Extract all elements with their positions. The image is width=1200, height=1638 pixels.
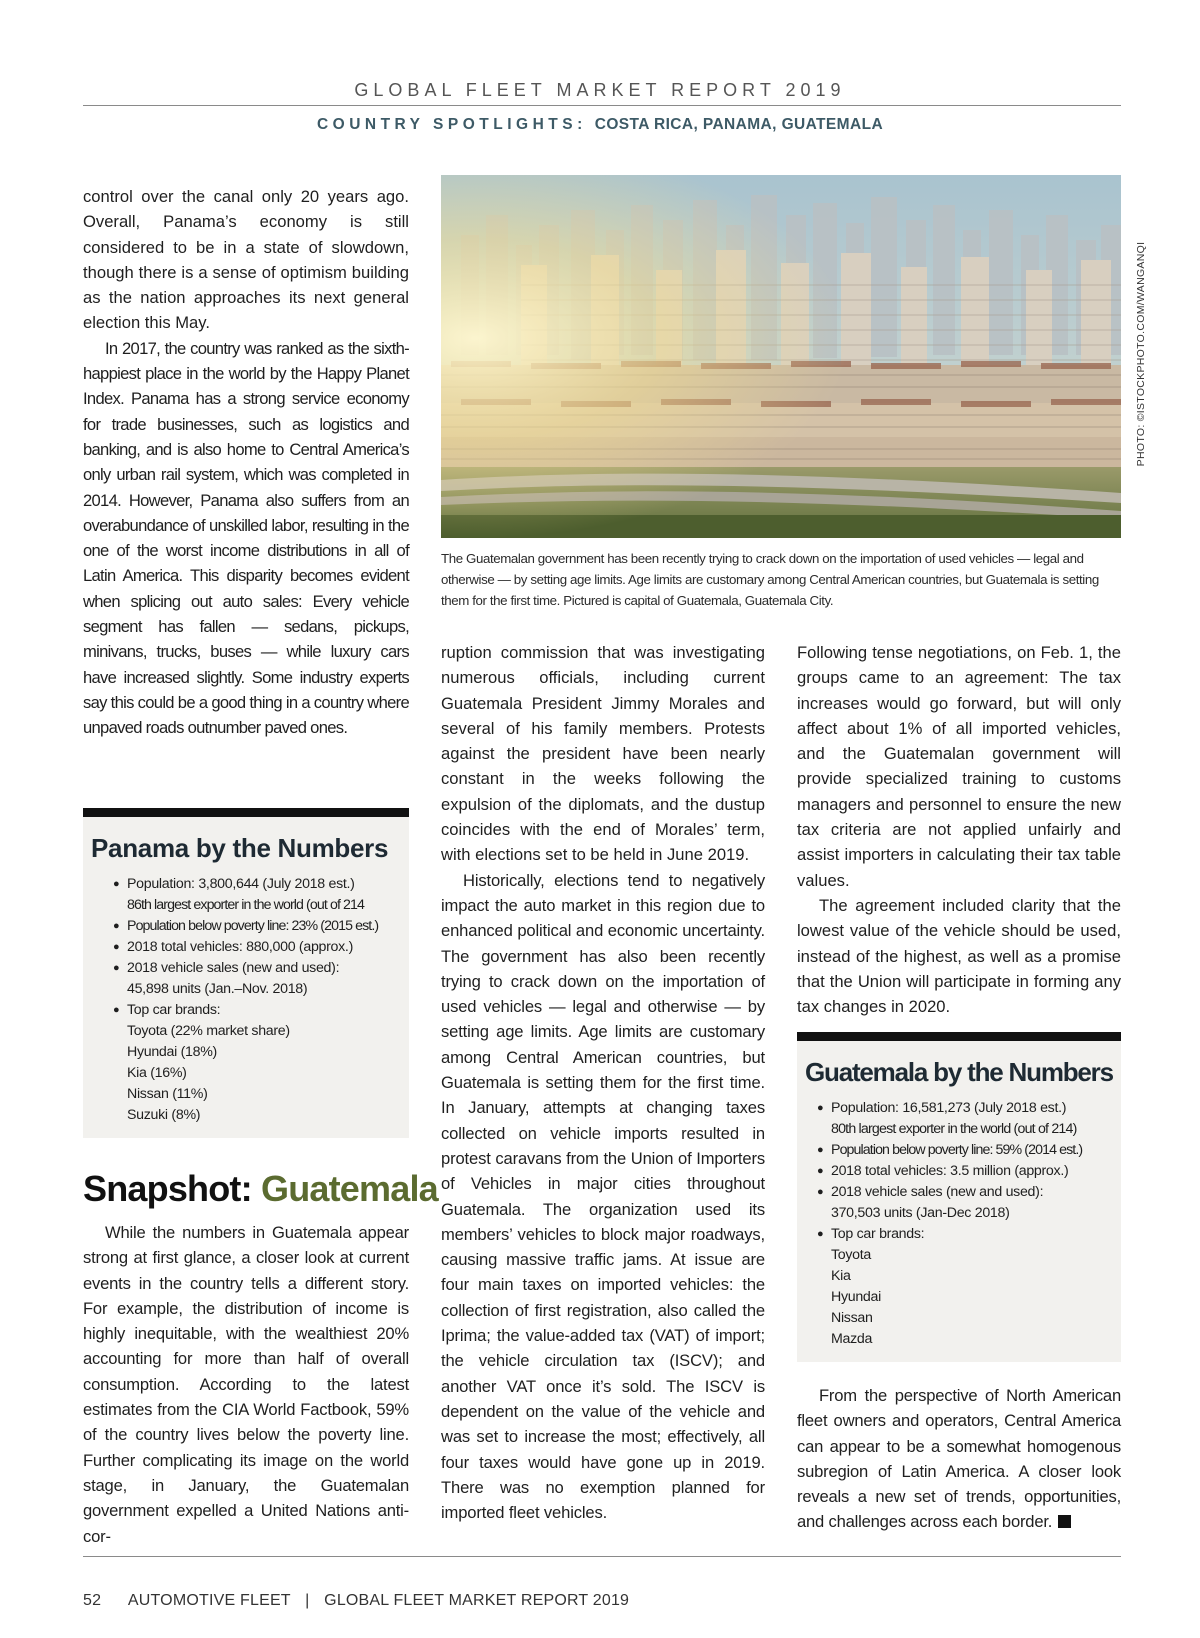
paragraph: In 2017, the country was ranked as the sixth-happiest place in the world by the Happy Planet Index. Panama has a strong service economy for trade businesses, such as logistics and banking, and is also home to Central America’s only urban rail system, which was completed in 2014. However, Panama also suffers from an overabundance of unskilled labor, resulting in the one of the worst income distributions in all of Latin America. This disparity becomes evident when splicing out auto sales: Every vehicle segment has fallen — sedans, pickups, minivans, trucks, buses — while luxury cars have increased slightly. Some industry experts say this could be a good thing in a country where unpaved roads outnumber paved ones. (83, 338, 409, 738)
section-subheader (0, 116, 1200, 134)
header-divider (83, 105, 1121, 106)
brand-item: Suzuki (8%) (127, 1107, 201, 1123)
running-header-title: GLOBAL FLEET MARKET REPORT 2019 (354, 80, 846, 100)
column-1-body (83, 184, 409, 741)
brand-item: Hyundai (18%) (127, 1044, 217, 1060)
spotlight-countries: COSTA RICA, PANAMA, GUATEMALA (594, 116, 884, 133)
footer-separator: | (305, 1592, 310, 1609)
brand-item: Nissan (11%) (127, 1086, 208, 1102)
brand-item: Kia (831, 1268, 851, 1284)
brand-item: Nissan (831, 1310, 873, 1326)
closing-paragraph (797, 1383, 1121, 1535)
stat-sales-value: 370,503 units (Jan-Dec 2018) (831, 1205, 1010, 1221)
brand-item: Mazda (831, 1331, 873, 1347)
column-2-body (441, 640, 765, 1525)
paragraph: Following tense negotiations, on Feb. 1, the groups came to an agreement: The tax increases would go forward, but will only affect about 1% of all imported vehicles, and the Guatemalan government will provide specialized training to customs managers and personnel to ensure the new tax criteria are not applied unfairly and assist importers in calculating their tax table values. (797, 643, 1121, 890)
photo-credit-text: PHOTO: ©ISTOCKPHOTO.COM/WANGANQI (1135, 241, 1147, 467)
stats-list (83, 864, 409, 1126)
stat-poverty: ● Population below poverty line: 23% (2015 est.) (127, 916, 409, 937)
box-title: Guatemala by the Numbers (805, 1057, 1113, 1087)
stat-brands-label: ● Top car brands: (831, 1224, 1121, 1245)
stat-population: ● Population: 16,581,273 (July 2018 est.) (831, 1098, 1121, 1119)
snapshot-body (83, 1220, 409, 1549)
footer-divider (83, 1556, 1121, 1557)
brand-item: Kia (16%) (127, 1065, 187, 1081)
snapshot-country: Guatemala (261, 1168, 438, 1209)
column-3-body (797, 640, 1121, 1019)
stat-sales-label: ● 2018 vehicle sales (new and used): (127, 958, 409, 979)
guatemala-numbers-box (797, 1032, 1121, 1362)
page-footer (83, 1592, 629, 1610)
stat-exporter-rank: 86th largest exporter in the world (out of 214 (127, 897, 364, 913)
stat-total-vehicles: ● 2018 total vehicles: 880,000 (approx.) (127, 937, 409, 958)
paragraph: While the numbers in Guatemala appear strong at first glance, a closer look at current events in the country tells a different story. For example, the distribution of income is highly inequitable, with the wealthiest 20% accounting for more than half of overall consumption. According to the latest estimates from the CIA World Factbook, 59% of the country lives below the poverty line. Further complicating its image on the world stage, in January, the Guatemalan government expelled a United Nations anti-cor- (83, 1223, 409, 1546)
publication-name: AUTOMOTIVE FLEET (127, 1592, 291, 1609)
stat-sales-label: ● 2018 vehicle sales (new and used): (831, 1182, 1121, 1203)
photo-caption: The Guatemalan government has been recently trying to crack down on the importation of used vehicles — legal and otherwise — by setting age limits. Age limits are customary among Central American countries, but Guatemala is setting them for the first time. Pictured is capital of Guatemala, Guatemala City. (441, 551, 1099, 608)
box-top-bar (797, 1032, 1121, 1041)
stat-poverty: ● Population below poverty line: 59% (2014 est.) (831, 1140, 1121, 1161)
paragraph: Historically, elections tend to negatively impact the auto market in this region due to enhanced political and economic uncertainty. The government has also been recently trying to crack down on the importation of used vehicles — legal and otherwise — by setting age limits. Age limits are customary among Central American countries, but Guatemala is setting them for the first time. In January, attempts at changing taxes collected on vehicle imports resulted in protest caravans from the Union of Importers of Vehicles in major cities throughout Guatemala. The organization used its members’ vehicles to block major roadways, causing massive traffic jams. At issue are four main taxes on imported vehicles: the collection of first registration, also called the Iprima; the value-added tax (VAT) of import; the vehicle circulation tax (ISCV); and another VAT once it’s sold. The ISCV is dependent on the value of the vehicle and was set to increase the most; effectively, all four taxes would have gone up in 2019. There was no exemption planned for imported fleet vehicles. (441, 870, 765, 1523)
box-top-bar (83, 808, 409, 817)
panama-numbers-box (83, 808, 409, 1138)
paragraph: control over the canal only 20 years ago. Overall, Panama’s economy is still considered to be in a state of slowdown, though there is a sense of optimism building as the nation approaches its next general election this May. (83, 187, 409, 333)
snapshot-heading (83, 1168, 438, 1210)
stat-total-vehicles: ● 2018 total vehicles: 3.5 million (approx.) (831, 1161, 1121, 1182)
paragraph: ruption commission that was investigating numerous officials, including current Guatemala President Jimmy Morales and several of his family members. Protests against the president have been nearly constant in the weeks following the expulsion of the diplomats, and the dustup coincides with the end of Morales’ term, with elections set to be held in June 2019. (441, 643, 765, 865)
photo-credit (1133, 175, 1149, 538)
report-name: GLOBAL FLEET MARKET REPORT 2019 (324, 1592, 630, 1609)
stats-list (797, 1088, 1121, 1350)
stat-exporter-rank: 80th largest exporter in the world (out of 214) (831, 1121, 1077, 1137)
stat-brands-label: ● Top car brands: (127, 1000, 409, 1021)
column-3-closing (797, 1383, 1121, 1535)
brand-item: Hyundai (831, 1289, 881, 1305)
stat-sales-value: 45,898 units (Jan.–Nov. 2018) (127, 981, 308, 997)
spotlight-label: COUNTRY SPOTLIGHTS: (316, 116, 587, 133)
brand-item: Toyota (22% market share) (127, 1023, 290, 1039)
box-title: Panama by the Numbers (91, 833, 389, 863)
stat-population: ● Population: 3,800,644 (July 2018 est.) (127, 874, 409, 895)
end-mark-icon (1058, 1515, 1071, 1528)
closing-text: From the perspective of North American fleet owners and operators, Central America can appear to be a somewhat homogenous subregion of Latin America. A closer look reveals a new set of trends, opportunities, and challenges across each border. (797, 1386, 1121, 1532)
guatemala-city-photo (441, 175, 1121, 538)
brand-item: Toyota (831, 1247, 871, 1263)
page-number: 52 (83, 1592, 102, 1609)
paragraph: The agreement included clarity that the lowest value of the vehicle should be used, instead of the highest, as well as a promise that the Union will participate in forming any tax changes in 2020. (797, 895, 1121, 1017)
snapshot-prefix: Snapshot: (83, 1168, 252, 1209)
